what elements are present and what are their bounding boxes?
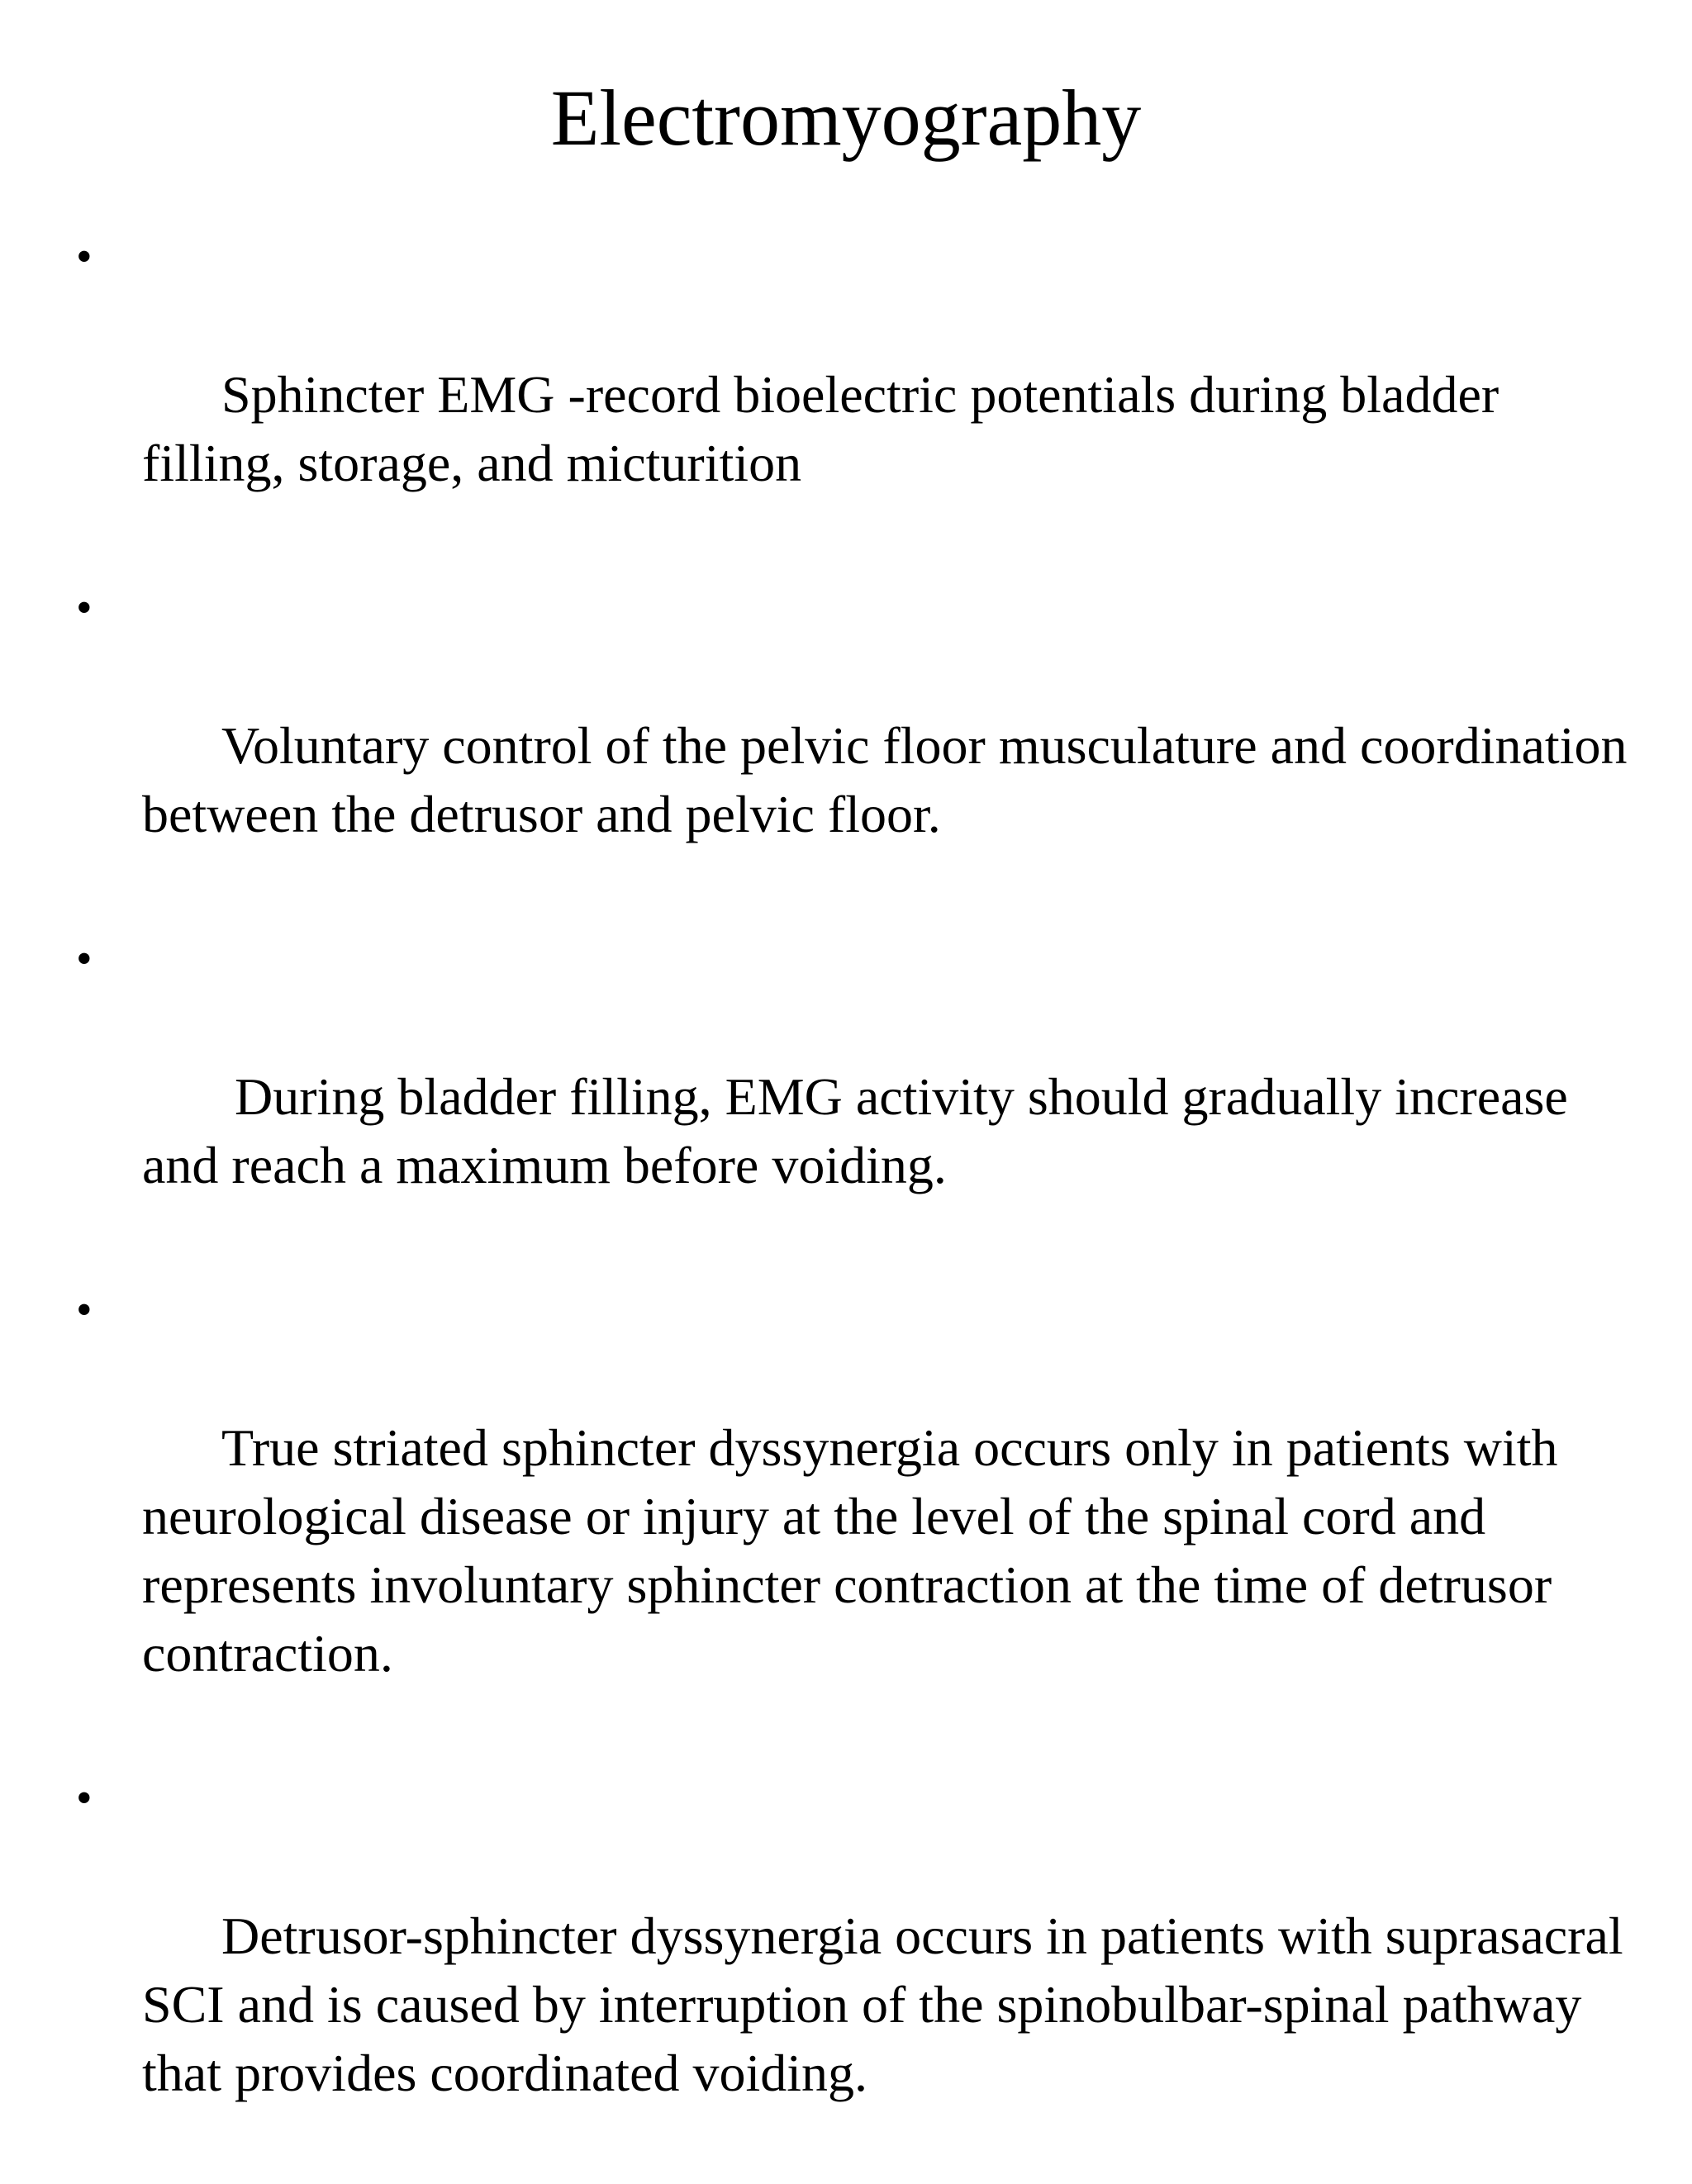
- bullet-icon: •: [76, 582, 93, 634]
- bullet-icon: •: [76, 933, 93, 985]
- bullet-icon: •: [76, 1773, 93, 1824]
- bullet-item: [76, 925, 1646, 1268]
- bullet-text: Sphincter EMG -record bioelectric potentials during bladder filling, storage, and micturition: [142, 365, 1513, 492]
- bullet-item: [76, 1764, 1646, 2176]
- bullet-icon: •: [76, 231, 93, 282]
- bullet-icon: •: [76, 1284, 93, 1336]
- bullet-text: True striated sphincter dyssynergia occurs only in patients with neurological disease or injury at the level of the spinal cord and represents involuntary sphincter contraction at the time of detrusor contraction.: [142, 1418, 1571, 1683]
- bullet-item: [76, 1276, 1646, 1756]
- bullet-text: During bladder filling, EMG activity should gradually increase and reach a maximum before voiding.: [142, 1067, 1581, 1194]
- bullet-text: Voluntary control of the pelvic floor musculature and coordination between the detrusor and pelvic floor.: [142, 716, 1641, 843]
- slide-title: Electromyography: [550, 74, 1142, 162]
- bullet-item: [76, 574, 1646, 917]
- bullet-item: [76, 223, 1646, 566]
- bullet-list: [76, 223, 1646, 2184]
- bullet-text: Detrusor-sphincter dyssynergia occurs in patients with suprasacral SCI and is caused by interruption of the spinobulbar-spinal pathway that provides coordinated voiding.: [142, 1906, 1637, 2102]
